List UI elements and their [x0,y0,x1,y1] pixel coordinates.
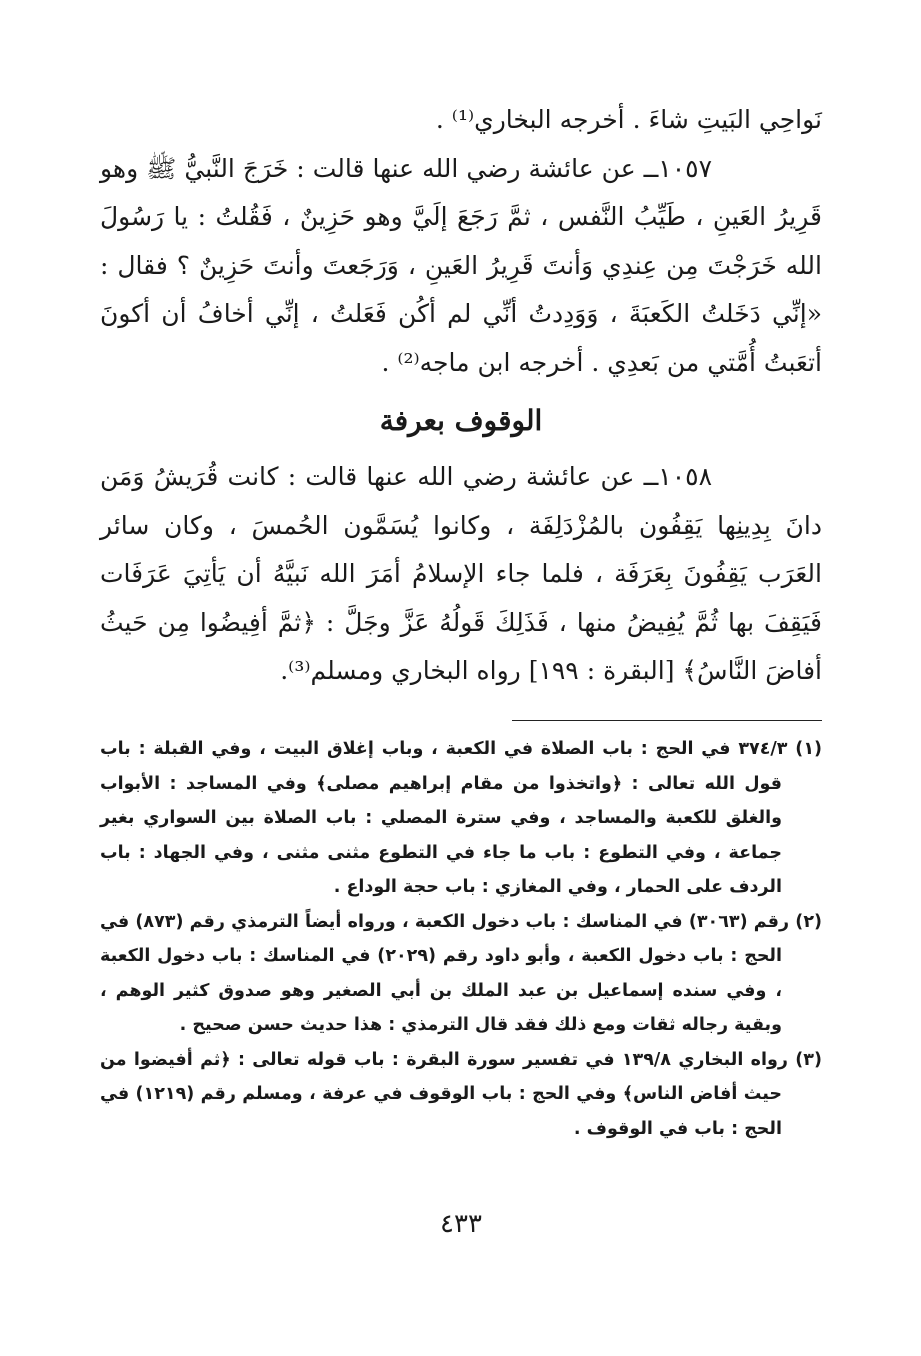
footnote-3: (٣) رواه البخاري ١٣٩/٨ في تفسير سورة البقرة : باب قوله تعالى : ﴿ثم أفيضوا من حيث أفاض الناس﴾ وفي الحج : باب الوقوف في عرفة ، ومسلم رقم (١٢١٩) في الحج : باب في الوقوف . [100,1049,822,1139]
book-page [100,96,822,1326]
footnote-2: (٢) رقم (٣٠٦٣) في المناسك : باب دخول الكعبة ، ورواه أيضاً الترمذي رقم (٨٧٣) في الحج : باب دخول الكعبة ، وأبو داود رقم (٢٠٢٩) في المناسك : باب دخول الكعبة ، وفي سنده إسماعيل بن عبد الملك بن أبي الصغير وهو صدوق كثير الوهم ، وبقية رجاله ثقات ومع ذلك فقد قال الترمذي : هذا حديث حسن صحيح . [100,911,822,1035]
continuation-line: نَواحِي البَيتِ شاءَ . أخرجه البخاري⁽¹⁾ . [435,105,822,134]
footnotes [100,732,822,1146]
page-number: ٤٣٣ [440,1209,482,1239]
hadith-1057: ١٠٥٧ــ عن عائشة رضي الله عنها قالت : خَرَجَ النَّبيُّ ﷺ وهو قَرِيرُ العَينِ ، طَيِّبُ النَّفس ، ثمَّ رَجَعَ إلَيَّ وهو حَزِينٌ ، فَقُلتُ : يا رَسُولَ الله خَرَجْتَ مِن عِندِي وَأنتَ قَرِيرُ العَينِ ، وَرَجَعتَ وأنتَ حَزِينٌ ؟ فقال : «إنِّي دَخَلتُ الكَعبَةَ ، وَوَدِدتُ أنِّي لم أكُن فَعَلتُ ، إنِّي أخافُ أن أكونَ أتعَبتُ أُمَّتي من بَعدِي . أخرجه ابن ماجه⁽²⁾ . [100,153,822,377]
section-heading: الوقوف بعرفة [379,404,543,437]
hadith-1058: ١٠٥٨ــ عن عائشة رضي الله عنها قالت : كانت قُرَيشُ وَمَن دانَ بِدِينِها يَقِفُون بالمُزْدَلِفَة ، وكانوا يُسَمَّون الحُمسَ ، وكان سائر العَرَب يَقِفُونَ بِعَرَفَة ، فلما جاء الإسلامُ أمَرَ الله نَبيَّهُ أن يَأتِيَ عَرَفَات فَيَقِفَ بها ثُمَّ يُفِيضُ منها ، فَذَلِكَ قَولُهُ عَزَّ وجَلَّ : ﴿ثمَّ أفِيضُوا مِن حَيثُ أفاضَ النَّاسُ﴾ [البقرة : ١٩٩] رواه البخاري ومسلم⁽³⁾. [100,462,822,685]
footnote-1: (١) ٣٧٤/٣ في الحج : باب الصلاة في الكعبة ، وباب إغلاق البيت ، وفي القبلة : باب قول الله تعالى : ﴿واتخذوا من مقام إبراهيم مصلى﴾ وفي المساجد : الأبواب والغلق للكعبة والمساجد ، وفي سترة المصلي : باب الصلاة بين السواري بغير جماعة ، وفي التطوع : باب ما جاء في التطوع مثنى مثنى ، وفي الجهاد : باب الردف على الحمار ، وفي المغازي : باب حجة الوداع . [100,739,822,897]
footnote-separator [512,720,822,721]
main-text [100,96,822,696]
